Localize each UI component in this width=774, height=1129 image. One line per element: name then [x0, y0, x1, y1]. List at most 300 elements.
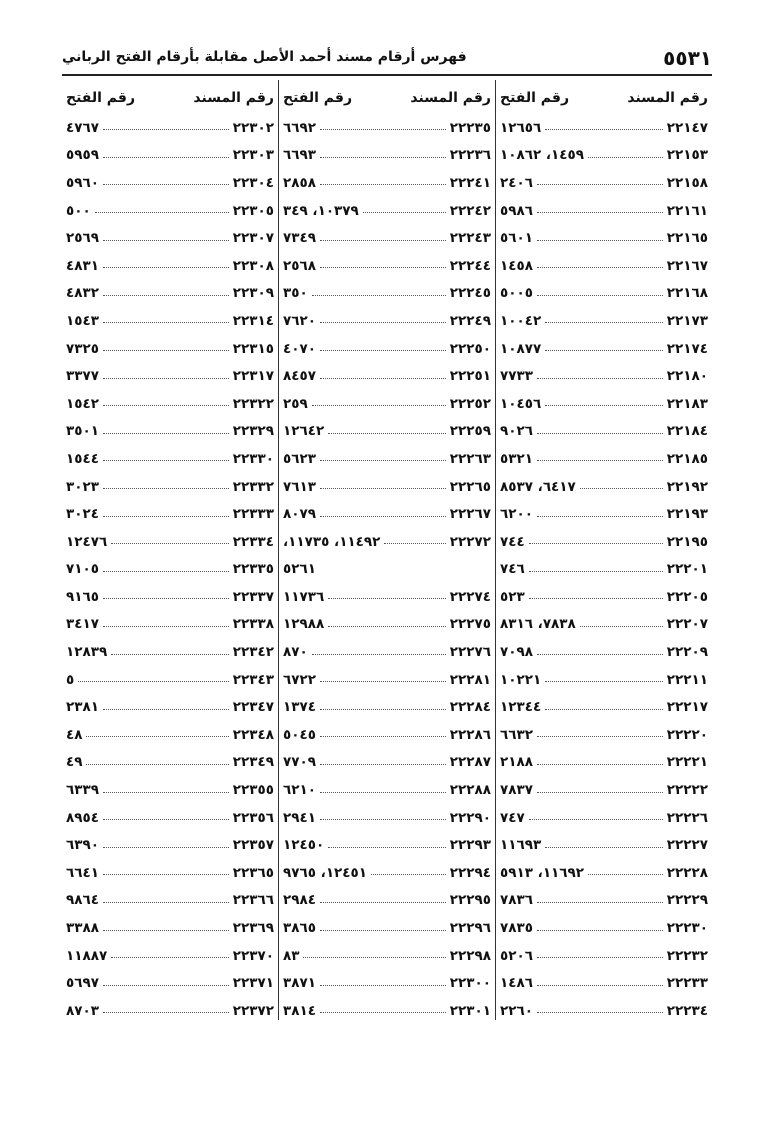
musnad-number: ٢٢٢٧٥ [449, 616, 491, 633]
musnad-number: ٢٢٣٠٤ [232, 174, 274, 191]
musnad-number: ٢٢٢٥٠ [449, 340, 491, 357]
musnad-number: ٢٢٢٨١ [449, 671, 491, 688]
index-row [279, 473, 495, 501]
dot-leader [537, 240, 663, 241]
musnad-number: ٢٢٢٢٨ [666, 864, 708, 881]
dot-leader [537, 460, 663, 461]
index-row [279, 969, 495, 997]
index-row [496, 804, 712, 832]
musnad-number: ٢٢٢٨٨ [449, 782, 491, 799]
index-row [279, 335, 495, 363]
dot-leader [320, 516, 446, 517]
index-row [496, 583, 712, 611]
index-row [496, 749, 712, 777]
musnad-number: ٢٢٢٣٥ [449, 119, 491, 136]
musnad-number: ٢٢٣٠٨ [232, 257, 274, 274]
index-row [496, 390, 712, 418]
index-row [62, 997, 278, 1025]
column-header [496, 80, 712, 106]
dot-leader [545, 322, 663, 323]
index-row [62, 914, 278, 942]
fath-number: ١٤٥٩، ١٠٨٦٢ [500, 147, 585, 164]
musnad-number: ٢٢٣٤٢ [232, 644, 274, 661]
index-row [279, 142, 495, 170]
dot-leader [537, 654, 663, 655]
index-row [62, 942, 278, 970]
dot-leader [537, 930, 663, 931]
dot-leader [312, 295, 446, 296]
index-row [496, 528, 712, 556]
fath-number: ٥٦٩٧ [66, 975, 99, 992]
dot-leader [111, 543, 229, 544]
musnad-number: ٢٢٢٧٢ [449, 533, 491, 550]
fath-number: ٦٦٣٢ [500, 726, 533, 743]
dot-leader [320, 930, 446, 931]
fath-number: ٢٩٤١ [283, 809, 316, 826]
fath-number: ٢١٨٨ [500, 754, 533, 771]
musnad-number: ٢٢٢٢٩ [666, 892, 708, 909]
dot-leader [588, 874, 663, 875]
dot-leader [545, 405, 663, 406]
musnad-number: ٢٢٢٤٥ [449, 285, 491, 302]
musnad-number: ٢٢١٩٥ [666, 533, 708, 550]
fath-number: ٩٠٢٦ [500, 423, 533, 440]
index-row [279, 638, 495, 666]
index-row [279, 556, 495, 584]
dot-leader [111, 654, 229, 655]
dot-leader [328, 626, 446, 627]
dot-leader [320, 681, 446, 682]
index-row [496, 280, 712, 308]
dot-leader [537, 184, 663, 185]
fath-number: ٥٢٦١ [283, 561, 316, 578]
musnad-number: ٢٢٢١١ [666, 671, 708, 688]
dot-leader [103, 626, 229, 627]
index-row [62, 749, 278, 777]
fath-number: ٦٦٩٣ [283, 147, 316, 164]
musnad-number: ٢٢٢٦٧ [449, 506, 491, 523]
dot-leader [103, 240, 229, 241]
dot-leader [545, 129, 663, 130]
fath-number: ١٢٤٥٠ [283, 837, 325, 854]
musnad-number: ٢٢٣٥٧ [232, 837, 274, 854]
dot-leader [320, 1012, 446, 1013]
musnad-number: ٢٢٣٤٩ [232, 754, 274, 771]
dot-leader [303, 957, 445, 958]
dot-leader [371, 874, 446, 875]
dot-leader [103, 295, 229, 296]
index-row [62, 224, 278, 252]
dot-leader [545, 709, 663, 710]
musnad-number: ٢٢٣٥٦ [232, 809, 274, 826]
musnad-number: ٢٢٢٩٦ [449, 920, 491, 937]
fath-number: ٥٦٠١ [500, 230, 533, 247]
index-row [496, 776, 712, 804]
musnad-number: ٢٢٣٠٩ [232, 285, 274, 302]
index-row [279, 831, 495, 859]
dot-leader [545, 847, 663, 848]
musnad-number: ٢٢٣٣٣ [232, 506, 274, 523]
index-row [62, 859, 278, 887]
dot-leader [103, 350, 229, 351]
dot-leader [103, 930, 229, 931]
index-row [496, 611, 712, 639]
fath-number: ٤٨٣١ [66, 257, 99, 274]
musnad-number: ٢٢٣١٥ [232, 340, 274, 357]
fath-number: ٩١٦٥ [66, 588, 99, 605]
index-row [279, 197, 495, 225]
fath-number: ٣٣٨٨ [66, 920, 99, 937]
fath-number: ٤٩ [66, 754, 83, 771]
musnad-number: ٢٢٣٣٨ [232, 616, 274, 633]
dot-leader [320, 267, 446, 268]
index-row [62, 500, 278, 528]
fath-number: ٧٤٤ [500, 533, 525, 550]
dot-leader [103, 322, 229, 323]
dot-leader [580, 626, 663, 627]
index-row [279, 445, 495, 473]
fath-number: ١٢٦٥٦ [500, 119, 542, 136]
musnad-number: ٢٢٢٥١ [449, 368, 491, 385]
musnad-number: ٢٢٣٧١ [232, 975, 274, 992]
fath-number: ٣٨٧١ [283, 975, 316, 992]
fath-number: ١٢٣٤٤ [500, 699, 542, 716]
dot-leader [328, 598, 446, 599]
fath-number: ٥٠٠ [66, 202, 91, 219]
musnad-number: ٢٢٣٤٨ [232, 726, 274, 743]
dot-leader [537, 516, 663, 517]
index-row [62, 969, 278, 997]
dot-leader [86, 764, 228, 765]
column-header [62, 80, 278, 106]
index-row [62, 583, 278, 611]
musnad-number: ٢٢٣٧٢ [232, 1002, 274, 1019]
musnad-number: ٢٢١٥٣ [666, 147, 708, 164]
index-row [62, 197, 278, 225]
dot-leader [537, 433, 663, 434]
musnad-number: ٢٢٢٩٥ [449, 892, 491, 909]
dot-leader [320, 488, 446, 489]
fath-number: ٨٧٠٣ [66, 1002, 99, 1019]
fath-number: ٢٤٠٦ [500, 174, 533, 191]
musnad-number: ٢٢٣٣٧ [232, 588, 274, 605]
musnad-number: ٢٢٣٣٥ [232, 561, 274, 578]
index-row [279, 362, 495, 390]
musnad-number: ٢٢١٧٤ [666, 340, 708, 357]
index-row [62, 252, 278, 280]
fath-number: ٣٣٧٧ [66, 368, 99, 385]
index-row [496, 693, 712, 721]
dot-leader [320, 902, 446, 903]
dot-leader [537, 1012, 663, 1013]
index-row [62, 114, 278, 142]
fath-number: ٧٤٦ [500, 561, 525, 578]
index-row [496, 721, 712, 749]
fath-number: ١٤٨٦ [500, 975, 533, 992]
fath-number: ٧٠٩٨ [500, 644, 533, 661]
index-row [279, 721, 495, 749]
musnad-number: ٢٢٣٤٧ [232, 699, 274, 716]
index-row [62, 390, 278, 418]
dot-leader [320, 819, 446, 820]
musnad-number: ٢٢٢٦٣ [449, 450, 491, 467]
index-row [279, 224, 495, 252]
index-row [496, 197, 712, 225]
header-musnad: رقم المسند [410, 90, 491, 106]
musnad-number: ٢٢٢٤٣ [449, 230, 491, 247]
fath-number: ٥٩٥٩ [66, 147, 99, 164]
musnad-number: ٢٢٣٣٤ [232, 533, 274, 550]
index-row [496, 887, 712, 915]
fath-number: ٨٣ [283, 947, 300, 964]
musnad-number: ٢٢٢٠٥ [666, 588, 708, 605]
fath-number: ٢٢٦٠ [500, 1002, 533, 1019]
index-row [62, 528, 278, 556]
dot-leader [537, 212, 663, 213]
index-row [279, 914, 495, 942]
index-row [62, 418, 278, 446]
dot-leader [103, 874, 229, 875]
fath-number: ٢٥٦٩ [66, 230, 99, 247]
musnad-number: ٢٢٢٢٠ [666, 726, 708, 743]
column-header [279, 80, 495, 106]
index-row [496, 114, 712, 142]
fath-number: ٧٦٢٠ [283, 312, 316, 329]
musnad-number: ٢٢٢٩٠ [449, 809, 491, 826]
dot-leader [537, 764, 663, 765]
fath-number: ٥ [66, 671, 75, 688]
musnad-number: ٢٢٢٣٠ [666, 920, 708, 937]
fath-number: ١٢٩٨٨ [283, 616, 325, 633]
index-row [496, 362, 712, 390]
musnad-number: ٢٢٣١٤ [232, 312, 274, 329]
dot-leader [103, 902, 229, 903]
musnad-number: ٢٢٢٤٢ [449, 202, 491, 219]
fath-number: ٣٥٠ [283, 285, 308, 302]
fath-number: ٥٦٢٣ [283, 450, 316, 467]
fath-number: ١١٦٩٢، ٥٩١٣ [500, 864, 585, 881]
index-row [279, 611, 495, 639]
fath-number: ٧١٠٥ [66, 561, 99, 578]
fath-number: ١٢٤٥١، ٩٧٦٥ [283, 864, 368, 881]
dot-leader [320, 764, 446, 765]
header-fath: رقم الفتح [66, 90, 136, 106]
index-row [496, 473, 712, 501]
index-row [279, 942, 495, 970]
dot-leader [537, 295, 663, 296]
header-musnad: رقم المسند [193, 90, 274, 106]
fath-number: ١٠٢٢١ [500, 671, 542, 688]
index-row [279, 776, 495, 804]
fath-number: ٧٣٤٩ [283, 230, 316, 247]
fath-number: ٥٢٣ [500, 588, 525, 605]
index-column [496, 80, 712, 1020]
dot-leader [328, 433, 446, 434]
dot-leader [320, 322, 446, 323]
musnad-number: ٢٢١٦٧ [666, 257, 708, 274]
dot-leader [328, 847, 446, 848]
dot-leader [529, 543, 663, 544]
fath-number: ٦٦٤١ [66, 864, 99, 881]
musnad-number: ٢٢٢٦٥ [449, 478, 491, 495]
musnad-number: ٢٢٢٢٢ [666, 782, 708, 799]
musnad-number: ٢٢١٨٤ [666, 423, 708, 440]
header-rule [62, 74, 712, 76]
fath-number: ١١٧٣٦ [283, 588, 325, 605]
index-row [496, 252, 712, 280]
fath-number: ٥٢٠٦ [500, 947, 533, 964]
index-row [496, 914, 712, 942]
fath-number: ٢٥٩ [283, 395, 308, 412]
index-row [496, 445, 712, 473]
index-row [496, 666, 712, 694]
musnad-number: ٢٢٣٠٧ [232, 230, 274, 247]
dot-leader [95, 212, 229, 213]
musnad-number: ٢٢٣٧٠ [232, 947, 274, 964]
page-number: ٥٥٣١ [663, 46, 712, 70]
dot-leader [580, 488, 663, 489]
dot-leader [537, 957, 663, 958]
index-row [279, 500, 495, 528]
index-row [279, 114, 495, 142]
fath-number: ٥٩٦٠ [66, 174, 99, 191]
index-row [62, 721, 278, 749]
musnad-number: ٢٢١٨٠ [666, 368, 708, 385]
dot-leader [320, 350, 446, 351]
index-row [496, 969, 712, 997]
fath-number: ٦٤١٧، ٨٥٣٧ [500, 478, 576, 495]
dot-leader [103, 405, 229, 406]
musnad-number: ٢٢١٦٨ [666, 285, 708, 302]
index-row [279, 169, 495, 197]
dot-leader [86, 736, 228, 737]
fath-number: ٦٢٠٠ [500, 506, 533, 523]
dot-leader [103, 1012, 229, 1013]
dot-leader [529, 598, 663, 599]
dot-leader [537, 985, 663, 986]
dot-leader [103, 985, 229, 986]
index-row [279, 418, 495, 446]
dot-leader [537, 736, 663, 737]
index-row [62, 280, 278, 308]
dot-leader [320, 129, 446, 130]
fath-number: ٦٢١٠ [283, 782, 316, 799]
dot-leader [320, 736, 446, 737]
dot-leader [320, 240, 446, 241]
index-row [496, 638, 712, 666]
dot-leader [103, 598, 229, 599]
index-row [279, 997, 495, 1025]
index-row [62, 307, 278, 335]
dot-leader [363, 212, 446, 213]
musnad-number: ٢٢١٦٥ [666, 230, 708, 247]
index-row [62, 611, 278, 639]
fath-number: ٦٧٢٢ [283, 671, 316, 688]
musnad-number: ٢٢٣٠٠ [449, 975, 491, 992]
fath-number: ١٢٦٤٢ [283, 423, 325, 440]
dot-leader [103, 129, 229, 130]
musnad-number: ٢٢٣٣٢ [232, 478, 274, 495]
dot-leader [312, 654, 446, 655]
index-row [279, 859, 495, 887]
musnad-number: ٢٢٢٥٩ [449, 423, 491, 440]
musnad-number: ٢٢٣٠٣ [232, 147, 274, 164]
fath-number: ٤٠٧٠ [283, 340, 316, 357]
musnad-number: ٢٢٣١٧ [232, 368, 274, 385]
index-row [496, 500, 712, 528]
fath-number: ١٣٧٤ [283, 699, 316, 716]
fath-number: ١٢٨٣٩ [66, 644, 108, 661]
fath-number: ٧٣٢٥ [66, 340, 99, 357]
fath-number: ٤٨٣٢ [66, 285, 99, 302]
index-row [62, 638, 278, 666]
dot-leader [529, 571, 663, 572]
index-row [496, 997, 712, 1025]
dot-leader [537, 792, 663, 793]
dot-leader [111, 957, 229, 958]
musnad-number: ٢٢٢٠٧ [666, 616, 708, 633]
index-row [496, 831, 712, 859]
musnad-number: ٢٢٢٤٤ [449, 257, 491, 274]
fath-number: ٧٧٠٩ [283, 754, 316, 771]
dot-leader [103, 433, 229, 434]
fath-number: ١١٦٩٣ [500, 837, 542, 854]
index-row [279, 280, 495, 308]
fath-number: ٩٨٦٤ [66, 892, 99, 909]
musnad-number: ٢٢٣٥٥ [232, 782, 274, 799]
dot-leader [103, 184, 229, 185]
index-row [62, 473, 278, 501]
musnad-number: ٢٢٢٨٦ [449, 726, 491, 743]
dot-leader [312, 405, 446, 406]
musnad-number: ٢٢٢٤٩ [449, 312, 491, 329]
musnad-number: ٢٢٣٠٢ [232, 119, 274, 136]
index-row [62, 556, 278, 584]
fath-number: ٢٣٨١ [66, 699, 99, 716]
index-row [279, 887, 495, 915]
musnad-number: ٢٢٢٩٨ [449, 947, 491, 964]
dot-leader [320, 460, 446, 461]
fath-number: ٧٤٧ [500, 809, 525, 826]
index-row [496, 169, 712, 197]
musnad-number: ٢٢٣٢٢ [232, 395, 274, 412]
dot-leader [103, 516, 229, 517]
index-row [279, 583, 495, 611]
index-columns [62, 80, 712, 1020]
musnad-number: ٢٢٢٧٤ [449, 588, 491, 605]
musnad-number: ٢٢١٨٣ [666, 395, 708, 412]
fath-number: ١٠٤٥٦ [500, 395, 542, 412]
index-row [62, 693, 278, 721]
index-row [496, 859, 712, 887]
musnad-number: ٢٢٢٢٦ [666, 809, 708, 826]
fath-number: ١٢٤٧٦ [66, 533, 108, 550]
fath-number: ٢٩٨٤ [283, 892, 316, 909]
musnad-number: ٢٢٣٦٥ [232, 864, 274, 881]
musnad-number: ٢٢٢٩٣ [449, 837, 491, 854]
fath-number: ١١٨٨٧ [66, 947, 108, 964]
index-row [62, 169, 278, 197]
dot-leader [103, 709, 229, 710]
index-row [62, 142, 278, 170]
index-row [496, 224, 712, 252]
fath-number: ٢٥٦٨ [283, 257, 316, 274]
musnad-number: ٢٢١٥٨ [666, 174, 708, 191]
musnad-number: ٢٢٢٩٤ [449, 864, 491, 881]
dot-leader [320, 378, 446, 379]
index-row [62, 335, 278, 363]
dot-leader [78, 681, 229, 682]
